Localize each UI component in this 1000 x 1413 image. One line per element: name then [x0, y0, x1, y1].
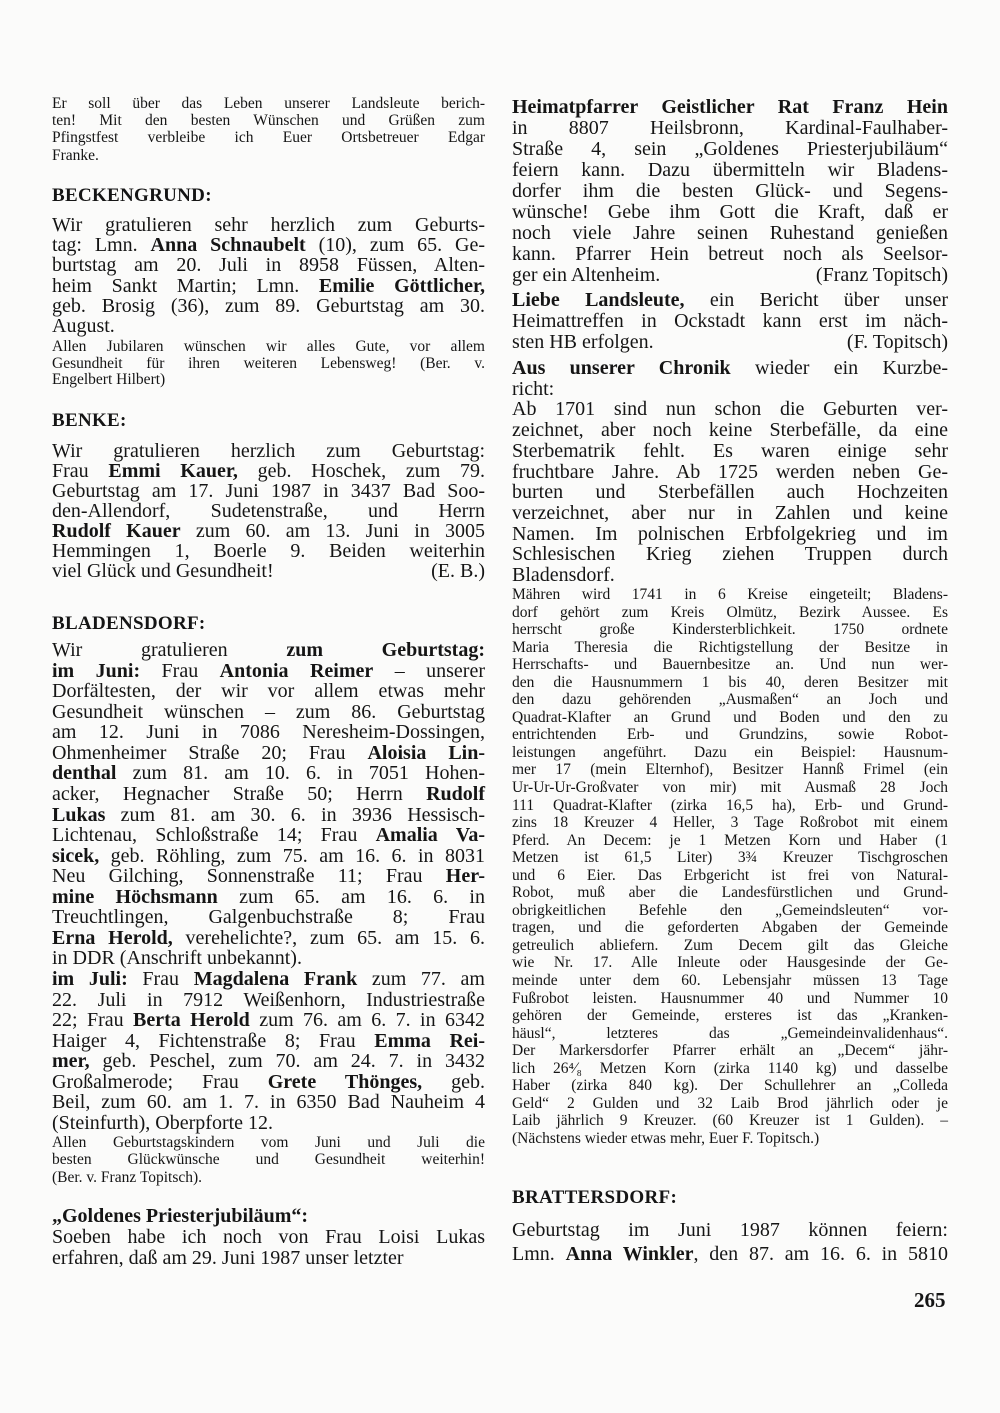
text-line	[512, 358, 948, 379]
hein-paragraph	[512, 97, 948, 286]
bold-name: Grete Thönges,	[267, 1070, 423, 1093]
text-line	[512, 244, 948, 265]
bold-name: Amalia Va-	[375, 824, 485, 847]
text-line	[512, 1007, 948, 1025]
text-line	[512, 462, 948, 483]
bold-name: sicek,	[52, 844, 100, 867]
bold-name: Emma Rei-	[374, 1029, 486, 1052]
bladensdorf-note	[52, 1134, 485, 1186]
text-line	[512, 761, 948, 779]
text-line	[512, 604, 948, 622]
section-heading-jubilee: „Goldenes Priesterjubiläum“:	[52, 1205, 309, 1227]
text-line	[512, 1077, 948, 1095]
text-run: Pfingstfest verbleibe ich Euer Ortsbetreuer Edgar	[52, 129, 485, 147]
text-line	[512, 565, 948, 586]
text-run: besten Glückwünsche und Gesundheit weiterhin!	[52, 1151, 485, 1169]
text-line	[52, 481, 485, 501]
author-signature: (Franz Topitsch)	[815, 264, 948, 286]
text-run: verzeichnet, aber nur in Zahlen und keine	[512, 501, 948, 524]
text-line	[512, 902, 948, 920]
text-line	[512, 639, 948, 657]
text-line	[52, 1134, 485, 1151]
text-run: mer 17 (mein Elternhof), Besitzer Hannß Frimel (ein	[512, 761, 948, 779]
text-run: Pferd. An Decem: je 1 Metzen Korn und Haber (1	[512, 831, 948, 849]
text-line	[512, 1130, 948, 1148]
bladensdorf-paragraph	[52, 640, 485, 1134]
text-line	[52, 215, 485, 235]
text-line	[52, 1248, 485, 1269]
text-run: Geburtstag am 17. Juni 1987 in 3437 Bad Soo-	[52, 480, 485, 502]
text-run: feiern kann. Dazu übermitteln wir Bladens-	[512, 159, 948, 181]
text-run: tragen, und die geforderten Abgaben der Gemeinde	[512, 919, 948, 937]
text-run: Straße 4, sein „Goldenes Priesterjubiläum“	[512, 138, 948, 160]
bold-name: Emilie Göttlicher,	[318, 274, 485, 297]
text-run: Gesundheit für ihren weiteren Lebensweg! (Ber. v.	[52, 354, 485, 372]
text-run: Neu Gilching, Sonnenstraße 11; Frau	[52, 865, 446, 888]
text-run: Beil, zum 60. am 1. 7. in 6350 Bad Nauheim 4	[52, 1091, 485, 1114]
text-line	[512, 290, 948, 311]
beckengrund-paragraph	[52, 215, 485, 336]
text-run: fruchtbare Jahre. Ab 1725 werden neben Ge-	[512, 460, 948, 483]
text-run: Herrschafts- und Bauernbesitze an. Und nun wer-	[512, 656, 948, 674]
text-line	[512, 1025, 948, 1043]
text-run: entrichtenden Erb- und Grundzins, sowie Robot-	[512, 726, 948, 744]
text-run: Robot, muß aber die Landesfürstlichen und Grund-	[512, 884, 948, 902]
text-line	[52, 990, 485, 1011]
text-line	[512, 332, 948, 353]
text-run: Frau	[52, 460, 109, 482]
text-run: Mähren wird 1741 in 6 Kreise eingeteilt; Bladens-	[512, 586, 948, 603]
bold-name: Anna Schnaubelt	[150, 234, 306, 257]
text-line	[52, 722, 485, 743]
text-line	[512, 814, 948, 832]
text-run: Quadrat-Klafter an Grund und Boden und den zu	[512, 708, 948, 726]
text-line	[512, 884, 948, 902]
text-run: richt:	[512, 377, 555, 400]
text-line	[52, 461, 485, 481]
text-run: Geld“ 2 Gulden und 32 Laib Brod jährlich oder je	[512, 1094, 948, 1112]
text-line	[512, 399, 948, 420]
text-line	[52, 866, 485, 887]
text-run: Engelbert Hilbert)	[52, 371, 166, 389]
bold-name: im Juni:	[52, 659, 141, 682]
text-run: Gesundheit wünschen – zum 86. Geburtstag	[52, 700, 485, 723]
text-run: häusl“, letzteres das „Gemeindeinvalidenhaus“.	[512, 1024, 948, 1042]
text-run: erfahren, daß am 29. Juni 1987 unser letzter	[52, 1246, 404, 1269]
text-run: den-Allendorf, Sudetenstraße, und Herrn	[52, 500, 485, 522]
text-run: (Ber. v. Franz Topitsch).	[52, 1168, 203, 1186]
text-line	[512, 420, 948, 441]
text-line	[52, 441, 485, 461]
bold-name: denthal	[52, 762, 117, 785]
bold-name: Emmi Kauer,	[108, 460, 238, 482]
text-run: Allen Jubilaren wünschen wir alles Gute, vor allem	[52, 338, 485, 355]
text-run: zum 65. am 16. 6. in	[217, 885, 485, 908]
text-line	[52, 948, 485, 969]
bold-name: Magdalena Frank	[193, 968, 358, 990]
text-line	[52, 969, 485, 990]
section-heading-brattersdorf: BRATTERSDORF:	[512, 1187, 678, 1208]
text-run: (Nächstens wieder etwas mehr, Euer F. Topitsch.)	[512, 1129, 820, 1147]
text-run: Haber (zirka 840 kg). Der Schullehrer an „Colleda	[512, 1077, 948, 1095]
text-line	[52, 661, 485, 682]
text-run: zeichnet, aber noch keine Sterbefälle, da eine	[512, 419, 948, 442]
text-run: Ab 1701 sind nun schon die Geburten ver-	[512, 398, 948, 421]
bold-name: mer,	[52, 1050, 90, 1073]
section-heading-beckengrund: BECKENGRUND:	[52, 185, 212, 206]
bold-name: Antonia Reimer	[219, 659, 374, 682]
text-run: meinde unter dem 60. Lebensjahr müssen 13 Tage	[512, 972, 948, 990]
text-run: Bladensdorf.	[512, 564, 615, 587]
bold-name: Berta Herold	[133, 1009, 250, 1032]
section-heading-bladensdorf: BLADENSDORF:	[52, 613, 206, 634]
text-line	[52, 1072, 485, 1093]
text-run: Allen Geburtstagskindern vom Juni und Juli die	[52, 1134, 485, 1151]
text-line	[52, 112, 485, 129]
text-line	[52, 1092, 485, 1113]
text-run: – unserer	[373, 659, 485, 682]
text-run: verehelichte?, zum 65. am 15. 6.	[172, 926, 485, 949]
text-line	[52, 702, 485, 723]
text-line	[512, 832, 948, 850]
text-line	[512, 726, 948, 744]
text-run: Frau	[140, 659, 220, 682]
text-line	[52, 928, 485, 949]
text-line	[52, 1010, 485, 1031]
text-line	[52, 296, 485, 316]
text-run: Namen. Im polnischen Erbfolgekrieg und im	[512, 522, 948, 545]
text-line	[512, 656, 948, 674]
text-line	[512, 311, 948, 332]
text-run: Soeben habe ich noch von Frau Loisi Lukas	[52, 1226, 485, 1248]
text-line	[52, 129, 485, 146]
text-run: zum 77. am	[357, 968, 485, 990]
text-line	[52, 276, 485, 296]
text-line	[52, 681, 485, 702]
text-run: lich 26⁴⁄₈ Metzen Korn (zirka 1140 kg) und dasselbe	[512, 1059, 948, 1077]
text-line	[512, 524, 948, 545]
text-run: Sterbematrik fehlt. Es waren einige sehr	[512, 439, 948, 462]
text-line	[512, 849, 948, 867]
text-run: 22; Frau	[52, 1009, 134, 1032]
bold-name: Her-	[445, 865, 485, 888]
text-run: Lichtenau, Schloßstraße 14; Frau	[52, 824, 376, 847]
text-run: Metzen ist 61,5 Liter) 3¾ Kreuzer Tischgroschen	[512, 849, 948, 867]
text-line	[52, 561, 485, 581]
text-line	[52, 235, 485, 255]
text-run: , den 87. am 16. 6. in 5810	[693, 1243, 948, 1265]
text-run: (10), zum 65. Ge-	[305, 234, 486, 257]
text-line	[512, 691, 948, 709]
text-line	[512, 586, 948, 604]
text-line	[52, 356, 485, 373]
text-run: dorf gehört zum Kreis Olmütz, Bezirk Aussee. Es	[512, 603, 948, 621]
text-run: Fußrobot leisten. Hausnummer 40 und Nummer 10	[512, 989, 948, 1007]
text-run: Heimattreffen in Ockstadt kann erst im näch-	[512, 310, 948, 332]
text-line	[512, 139, 948, 160]
text-run: viel Glück und Gesundheit!	[52, 560, 274, 582]
text-run: zum 76. am 6. 7. in 6342	[249, 1009, 485, 1032]
text-run: Haiger 4, Fichtenstraße 8; Frau	[52, 1029, 375, 1052]
text-line	[512, 779, 948, 797]
text-run: acker, Hegnacher Straße 50; Herrn	[52, 782, 427, 805]
text-line	[512, 223, 948, 244]
text-run: Dorfältesten, der wir vor allem etwas mehr	[52, 680, 485, 703]
text-line	[512, 482, 948, 503]
text-line	[52, 1169, 485, 1186]
text-run: Wir gratulieren sehr herzlich zum Geburts-	[52, 214, 485, 236]
text-line	[512, 937, 948, 955]
text-run: Großalmerode; Frau	[52, 1070, 268, 1093]
section-heading-benke: BENKE:	[52, 410, 127, 431]
landsleute-paragraph	[512, 290, 948, 353]
bold-name: Heimatpfarrer Geistlicher Rat Franz Hein	[512, 96, 948, 118]
text-run: noch viele Jahre seinen Ruhestand genießen	[512, 222, 948, 244]
text-run: dorfer ihm die besten Glück- und Segens-	[512, 180, 948, 202]
text-line	[52, 339, 485, 356]
bold-name: Aus unserer Chronik	[512, 357, 731, 379]
text-run: ten! Mit den besten Wünschen und Grüßen zum	[52, 112, 485, 130]
text-run: burtstag am 20. Juli in 8958 Füssen, Alten-	[52, 254, 485, 277]
bold-name: Anna Winkler	[565, 1243, 694, 1265]
bold-name: Rudolf	[426, 782, 485, 805]
text-line	[512, 379, 948, 400]
text-line	[52, 316, 485, 336]
text-run: zum 81. am 30. 6. in 3936 Hessisch-	[105, 803, 485, 826]
text-line	[52, 763, 485, 784]
text-run: geb. Röhling, zum 75. am 16. 6. in 8031	[99, 844, 485, 867]
text-run: gehören der Gemeinde, ersteres ist das „Kranken-	[512, 1007, 948, 1025]
text-line	[52, 846, 485, 867]
text-line	[512, 441, 948, 462]
bold-name: mine Höchsmann	[52, 885, 218, 908]
text-line	[512, 972, 948, 990]
bold-name: Liebe Landsleute,	[512, 289, 685, 311]
text-run: leistungen angeführt. Dazu ein Beispiel: Hausnum-	[512, 743, 948, 761]
text-line	[512, 1095, 948, 1113]
brattersdorf-paragraph	[512, 1218, 948, 1266]
text-run: 111 Quadrat-Klafter (zirka 16,5 ha), Erb- und Grund-	[512, 796, 948, 814]
chronik-details	[512, 586, 948, 1148]
bold-name: Aloisia Lin-	[367, 741, 486, 764]
text-line	[52, 640, 485, 661]
author-signature: (F. Topitsch)	[846, 331, 948, 353]
text-run: den die Hausnummern 1 bis 40, deren Besitzer mit	[512, 673, 948, 691]
text-line	[52, 501, 485, 521]
intro-paragraph	[52, 95, 485, 164]
text-run: Hemmingen 1, Boerle 9. Beiden weiterhin	[52, 540, 485, 562]
text-line	[52, 784, 485, 805]
text-run: kann. Pfarrer Hein betreut noch als Seelsor-	[512, 243, 948, 265]
chronik-paragraph	[512, 358, 948, 586]
benke-paragraph	[52, 441, 485, 581]
text-run: geb.	[422, 1070, 485, 1093]
text-line	[512, 674, 948, 692]
text-run: Schlesischen Krieg ziehen Truppen durch	[512, 543, 948, 566]
bold-name: Rudolf Kauer	[52, 520, 181, 542]
bold-name: Erna Herold,	[52, 926, 173, 949]
text-line	[512, 744, 948, 762]
text-line	[52, 743, 485, 764]
text-line	[512, 97, 948, 118]
text-run: herrscht große Kindersterblichkeit. 1750 ordnete	[512, 621, 948, 639]
text-line	[512, 1112, 948, 1130]
text-line	[512, 867, 948, 885]
text-line	[512, 181, 948, 202]
text-line	[52, 147, 485, 164]
bold-name: zum Geburtstag:	[286, 639, 485, 661]
text-run: geb. Brosig (36), zum 89. Geburtstag am 30.	[52, 294, 485, 317]
text-line	[512, 797, 948, 815]
bold-name: im Juli:	[52, 968, 128, 990]
text-run: und 6 Eier. Das Erbgericht ist frei von Natural-	[512, 866, 948, 884]
text-run: Lmn.	[512, 1243, 566, 1265]
page-number: 265	[914, 1288, 946, 1312]
text-line	[52, 372, 485, 389]
text-line	[512, 503, 948, 524]
text-line	[512, 990, 948, 1008]
text-run: (Steinfurth), Oberpforte 12.	[52, 1111, 274, 1134]
text-run: tag: Lmn.	[52, 234, 151, 257]
text-run: burten und Sterbefällen auch Hochzeiten	[512, 481, 948, 504]
text-line	[52, 95, 485, 112]
text-line	[512, 160, 948, 181]
text-run: 22. Juli in 7912 Weißenhorn, Industriestraße	[52, 988, 485, 1011]
text-run: Franke.	[52, 146, 99, 164]
text-line	[52, 1113, 485, 1134]
author-signature: (E. B.)	[431, 560, 485, 582]
text-run: Treuchtlingen, Galgenbuchstraße 8; Frau	[52, 906, 485, 929]
text-run: geb. Peschel, zum 70. am 24. 7. in 3432	[89, 1050, 485, 1073]
text-run: wieder ein Kurzbe-	[730, 357, 948, 379]
text-line	[52, 541, 485, 561]
text-line	[512, 1242, 948, 1266]
text-run: Er soll über das Leben unserer Landsleute berich-	[52, 95, 485, 112]
text-line	[512, 709, 948, 727]
text-line	[52, 1227, 485, 1248]
text-run: August.	[52, 315, 115, 338]
text-run: Wir gratulieren herzlich zum Geburtstag:	[52, 440, 485, 462]
jubilee-paragraph	[52, 1227, 485, 1268]
text-run: zum 60. am 13. Juni in 3005	[180, 520, 485, 542]
text-run: am 12. Juni in 7086 Neresheim-Dossingen,	[52, 721, 485, 744]
text-line	[512, 118, 948, 139]
text-run: Wir gratulieren	[52, 639, 287, 661]
text-run: ein Bericht über unser	[684, 289, 948, 311]
text-run: zins 18 Kreuzer 4 Heller, 3 Tage Roßrobot mit einem	[512, 814, 948, 832]
text-run: heim Sankt Martin; Lmn.	[52, 274, 319, 297]
text-line	[52, 1151, 485, 1168]
text-line	[512, 1060, 948, 1078]
text-run: ger ein Altenheim.	[512, 264, 661, 286]
text-run: wie Nr. 17. Alle Inleute oder Hausgesinde der Ge-	[512, 954, 948, 972]
text-run: Maria Theresia die Richtigstellung der Besitze in	[512, 638, 948, 656]
text-run: Geburtstag im Juni 1987 können feiern:	[512, 1219, 948, 1241]
text-line	[52, 887, 485, 908]
text-run: sten HB erfolgen.	[512, 331, 654, 353]
text-run: in DDR (Anschrift unbekannt).	[52, 947, 302, 970]
text-line	[512, 265, 948, 286]
text-line	[52, 255, 485, 275]
text-line	[512, 919, 948, 937]
text-line	[512, 544, 948, 565]
text-line	[512, 202, 948, 223]
text-line	[52, 907, 485, 928]
bold-name: Lukas	[52, 803, 106, 826]
text-run: Laib jährlich 9 Kreuzer. (60 Kreuzer ist 1 Gulden). –	[512, 1112, 948, 1130]
text-line	[52, 805, 485, 826]
text-run: obrigkeitlichen Befehle den „Gemeindsleuten“ vor-	[512, 901, 948, 919]
text-run: Frau	[127, 968, 194, 990]
text-run: den dazu gehörenden „Ausmaßen“ an Joch und	[512, 691, 948, 709]
text-run: zum 81. am 10. 6. in 7051 Hohen-	[116, 762, 485, 785]
text-line	[512, 621, 948, 639]
text-run: Ohmenheimer Straße 20; Frau	[52, 741, 368, 764]
text-line	[512, 1042, 948, 1060]
beckengrund-note	[52, 339, 485, 389]
text-run: in 8807 Heilsbronn, Kardinal-Faulhaber-	[512, 117, 948, 139]
text-run: wünsche! Gebe ihm Gott die Kraft, daß er	[512, 201, 948, 223]
text-run: getreulich abliefern. Zum Decem gilt das Gleiche	[512, 936, 948, 954]
text-line	[512, 1218, 948, 1242]
text-run: Der Markersdorfer Pfarrer erhält an „Decem“ jähr-	[512, 1042, 948, 1060]
text-run: Ur-Ur-Ur-Großvater von mir) mit Ausmaß 28 Joch	[512, 779, 948, 797]
text-line	[512, 954, 948, 972]
text-run: geb. Hoschek, zum 79.	[237, 460, 485, 482]
text-line	[52, 1031, 485, 1052]
text-line	[52, 1051, 485, 1072]
text-line	[52, 521, 485, 541]
text-line	[52, 825, 485, 846]
